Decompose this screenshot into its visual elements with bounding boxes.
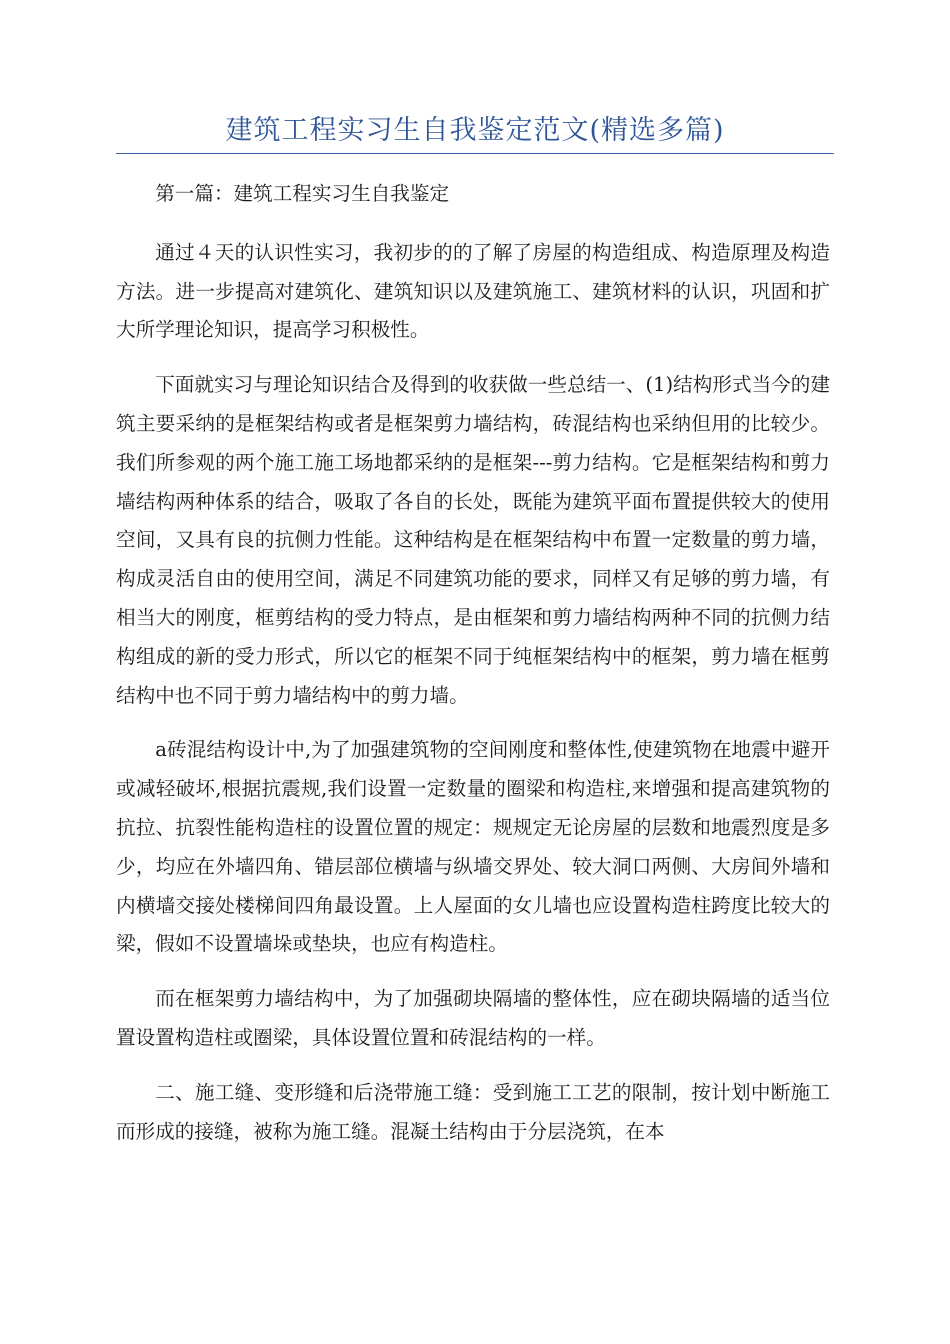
paragraph: a砖混结构设计中,为了加强建筑物的空间刚度和整体性,使建筑物在地震中避开或减轻破坏,根据抗震规,我们设置一定数量的圈梁和构造柱,来增强和提高建筑物的抗拉、抗裂性能构造柱的设置位置的规定：规规定无论房屋的层数和地震烈度是多少，均应在外墙四角、错层部位横墙与纵墙交界处、较大洞口两侧、大房间外墙和内横墙交接处楼梯间四角最设置。上人屋面的女儿墙也应设置构造柱跨度比较大的梁，假如不设置墙垛或垫块，也应有构造柱。 bbox=[116, 738, 830, 956]
section-heading: 第一篇：建筑工程实习生自我鉴定 bbox=[155, 182, 450, 205]
document-title: 建筑工程实习生自我鉴定范文(精选多篇) bbox=[225, 115, 725, 146]
paragraph: 下面就实习与理论知识结合及得到的收获做一些总结一、(1)结构形式当今的建筑主要采纳的是框架结构或者是框架剪力墙结构，砖混结构也采纳但用的比较少。我们所参观的两个施工施工场地都采纳的是框架---剪力结构。它是框架结构和剪力墙结构两种体系的结合，吸取了各自的长处，既能为建筑平面布置提供较大的使用空间，又具有良的抗侧力性能。这种结构是在框架结构中布置一定数量的剪力墙，构成灵活自由的使用空间，满足不同建筑功能的要求，同样又有足够的剪力墙，有相当大的刚度，框剪结构的受力特点，是由框架和剪力墙结构两种不同的抗侧力结构组成的新的受力形式，所以它的框架不同于纯框架结构中的框架，剪力墙在框剪结构中也不同于剪力墙结构中的剪力墙。 bbox=[116, 373, 830, 707]
title-underline bbox=[116, 153, 834, 154]
paragraph: 而在框架剪力墙结构中，为了加强砌块隔墙的整体性，应在砌块隔墙的适当位置设置构造柱或圈梁，具体设置位置和砖混结构的一样。 bbox=[116, 987, 830, 1049]
paragraph: 通过４天的认识性实习，我初步的的了解了房屋的构造组成、构造原理及构造方法。进一步提高对建筑化、建筑知识以及建筑施工、建筑材料的认识，巩固和扩大所学理论知识，提高学习积极性。 bbox=[116, 240, 830, 342]
document-body bbox=[116, 175, 830, 1167]
paragraph: 二、施工缝、变形缝和后浇带施工缝：受到施工工艺的限制，按计划中断施工而形成的接缝，被称为施工缝。混凝土结构由于分层浇筑，在本 bbox=[116, 1080, 830, 1143]
